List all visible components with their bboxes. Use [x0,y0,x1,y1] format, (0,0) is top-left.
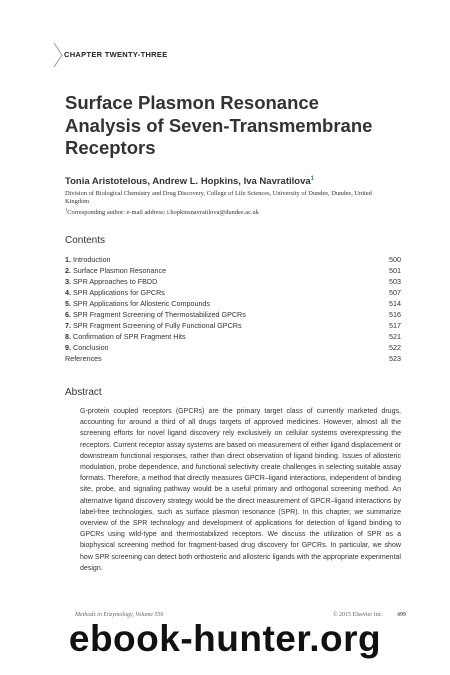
toc-number: 3. [65,277,71,286]
toc-title: Introduction [73,255,111,264]
toc-page: 516 [389,310,401,319]
toc-item[interactable] [65,287,401,298]
toc-number: 4. [65,288,71,297]
table-of-contents [65,254,401,364]
toc-number: 5. [65,299,71,308]
toc-title: SPR Fragment Screening of Fully Functional GPCRs [73,321,242,330]
toc-title: SPR Fragment Screening of Thermostabilized GPCRs [73,310,246,319]
toc-number: 6. [65,310,71,319]
corresponding-text: Corresponding author: e-mail address: i.hopkinsnavratilova@dundee.ac.uk [67,209,259,217]
author-names: Tonia Aristotelous, Andrew L. Hopkins, Iva Navratilova [65,176,311,188]
toc-item[interactable] [65,342,401,353]
toc-page: 507 [389,288,401,297]
toc-item[interactable] [65,254,401,265]
footer-publisher: © 2015 Elsevier Inc. [333,612,383,618]
chapter-label: CHAPTER TWENTY-THREE [64,50,168,59]
toc-title: Conclusion [73,343,109,352]
toc-title: SPR Applications for Allosteric Compounds [73,299,211,308]
corresponding-marker: 1 [65,207,68,213]
abstract-text: G-protein coupled receptors (GPCRs) are the primary target class of currently marketed drugs, accounting for around a third of all drugs targets of approved medicines. However, almost all the screening efforts for novel ligand discovery rely exclusively on cellular systems overexpressing the receptors. Current receptor assay systems are based on measurement of either ligand displacement or downstream functional responses, rather than direct observation of ligand binding. Issues of allosteric modulation, probe dependence, and functional selectivity create challenges in selecting suitable assay formats. Therefore, a method that directly measures GPCR–ligand interactions, independent of binding site, probe, and signaling pathway would be a useful primary and orthogonal screening method. An alternative ligand discovery strategy would be the direct measurement of GPCR–ligand interactions by label-free technologies, such as surface plasmon resonance (SPR). In this chapter, we summarize overview of the SPR technology and development of applications for detection of ligand binding to GPCRs using wild-type and thermostabilized receptors. We discuss the utilization of SPR as a biophysical screening method for fragment-based drug discovery for GPCRs. In particular, we show how SPR screening can detect both orthosteric and allosteric ligands with the appropriate experimental design. [80,408,401,572]
toc-item[interactable] [65,331,401,342]
chapter-title: Surface Plasmon Resonance Analysis of Seven-Transmembrane Receptors [65,92,373,158]
toc-page: 501 [389,266,401,275]
affiliation-text: Division of Biological Chemistry and Drug Discovery, College of Life Sciences, University of Dundee, Dundee, United Kingdom [65,190,372,206]
footer-journal: Methods in Enzymology, Volume 556 [75,612,164,618]
toc-title: Surface Plasmon Resonance [73,266,167,275]
toc-item[interactable] [65,353,401,364]
watermark: ebook-hunter.org [68,618,382,659]
author-marker: 1 [310,176,314,182]
toc-title: Confirmation of SPR Fragment Hits [73,332,186,341]
toc-number: 7. [65,321,71,330]
toc-title: References [65,354,102,363]
toc-page: 500 [389,255,401,264]
abstract-heading: Abstract [65,387,102,398]
toc-item[interactable] [65,309,401,320]
authors [65,176,314,187]
affiliation-block [65,190,395,218]
toc-number: 1. [65,255,71,264]
toc-number: 2. [65,266,71,275]
footer-page-number: 499 [397,612,406,618]
toc-page: 517 [389,321,401,330]
toc-number: 9. [65,343,71,352]
toc-title: SPR Applications for GPCRs [73,288,165,297]
toc-number: 8. [65,332,71,341]
toc-item[interactable] [65,265,401,276]
toc-item[interactable] [65,320,401,331]
toc-page: 514 [389,299,401,308]
toc-item[interactable] [65,298,401,309]
toc-page: 522 [389,343,401,352]
toc-page: 503 [389,277,401,286]
toc-page: 521 [389,332,401,341]
toc-title: SPR Approaches to FBDD [73,277,158,286]
toc-item[interactable] [65,276,401,287]
contents-heading: Contents [65,235,106,246]
toc-page: 523 [389,354,401,363]
corresponding-line [65,206,395,217]
